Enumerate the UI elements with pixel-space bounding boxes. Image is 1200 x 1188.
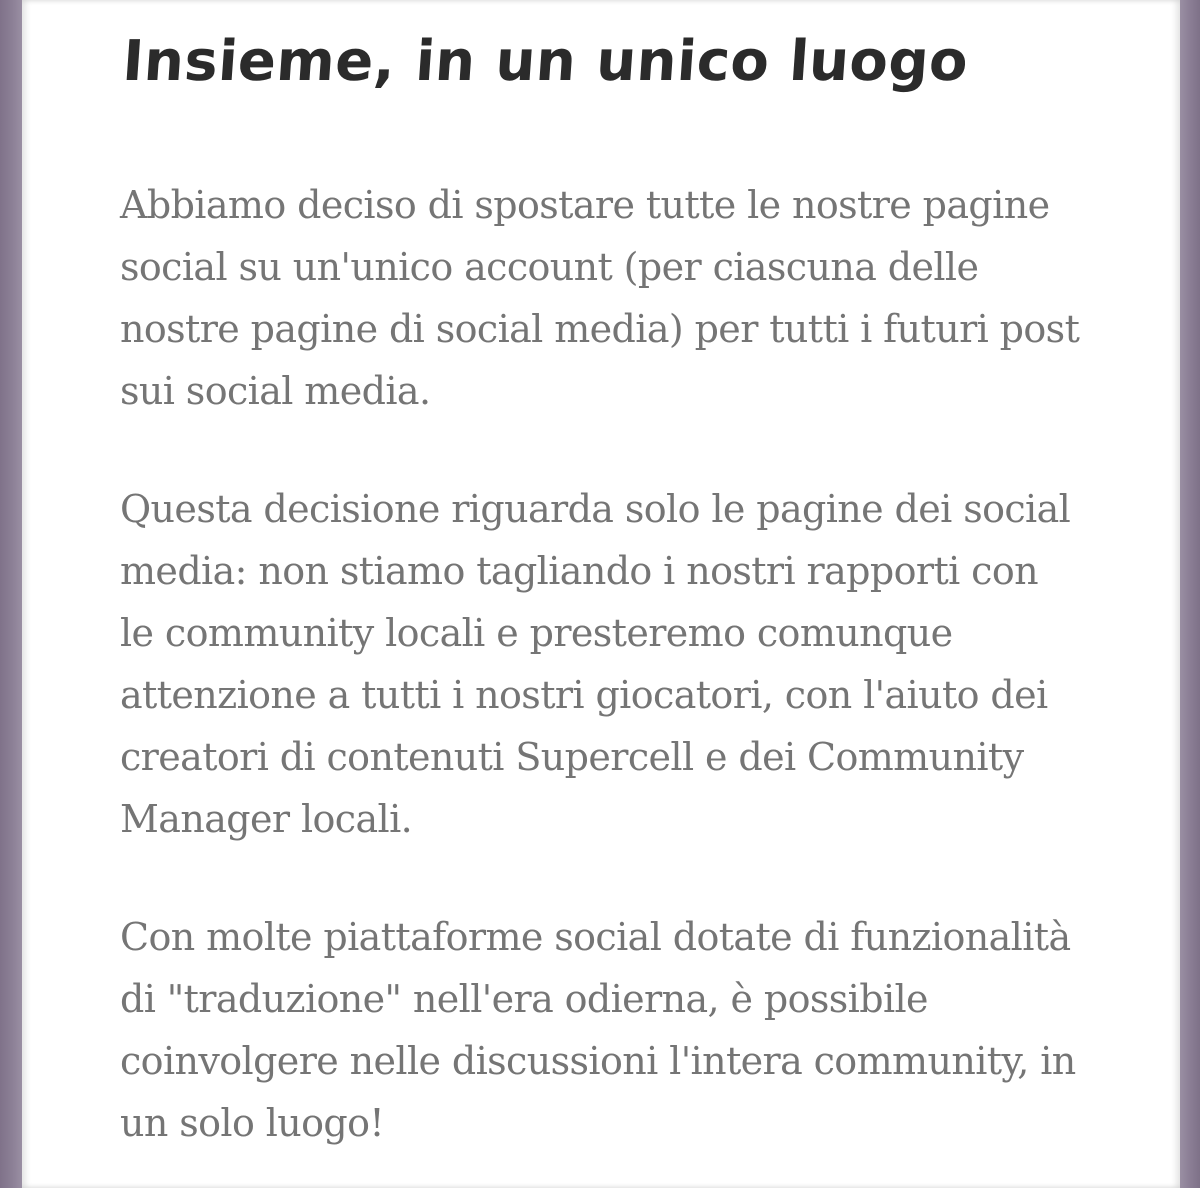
frame-right-border: [1180, 0, 1200, 1188]
article-paragraph-2: Questa decisione riguarda solo le pagine dei social media: non stiamo tagliando i nostri rapporti con le community locali e presteremo comunque attenzione a tutti i nostri giocatori, con l'aiuto dei creatori di contenuti Supercell e dei Community Manager locali.: [120, 487, 1071, 841]
article-paragraph-3: Con molte piattaforme social dotate di funzionalità di "traduzione" nell'era odierna, è possibile coinvolgere nelle discussioni l'intera community, in un solo luogo!: [120, 915, 1076, 1145]
article-paragraph-1: Abbiamo deciso di spostare tutte le nostre pagine social su un'unico account (per ciascuna delle nostre pagine di social media) per tutti i futuri post sui social media.: [120, 183, 1080, 413]
article-title: Insieme, in un unico luogo: [120, 29, 971, 94]
article-panel: [22, 0, 1180, 1188]
frame-left-border: [0, 0, 22, 1188]
